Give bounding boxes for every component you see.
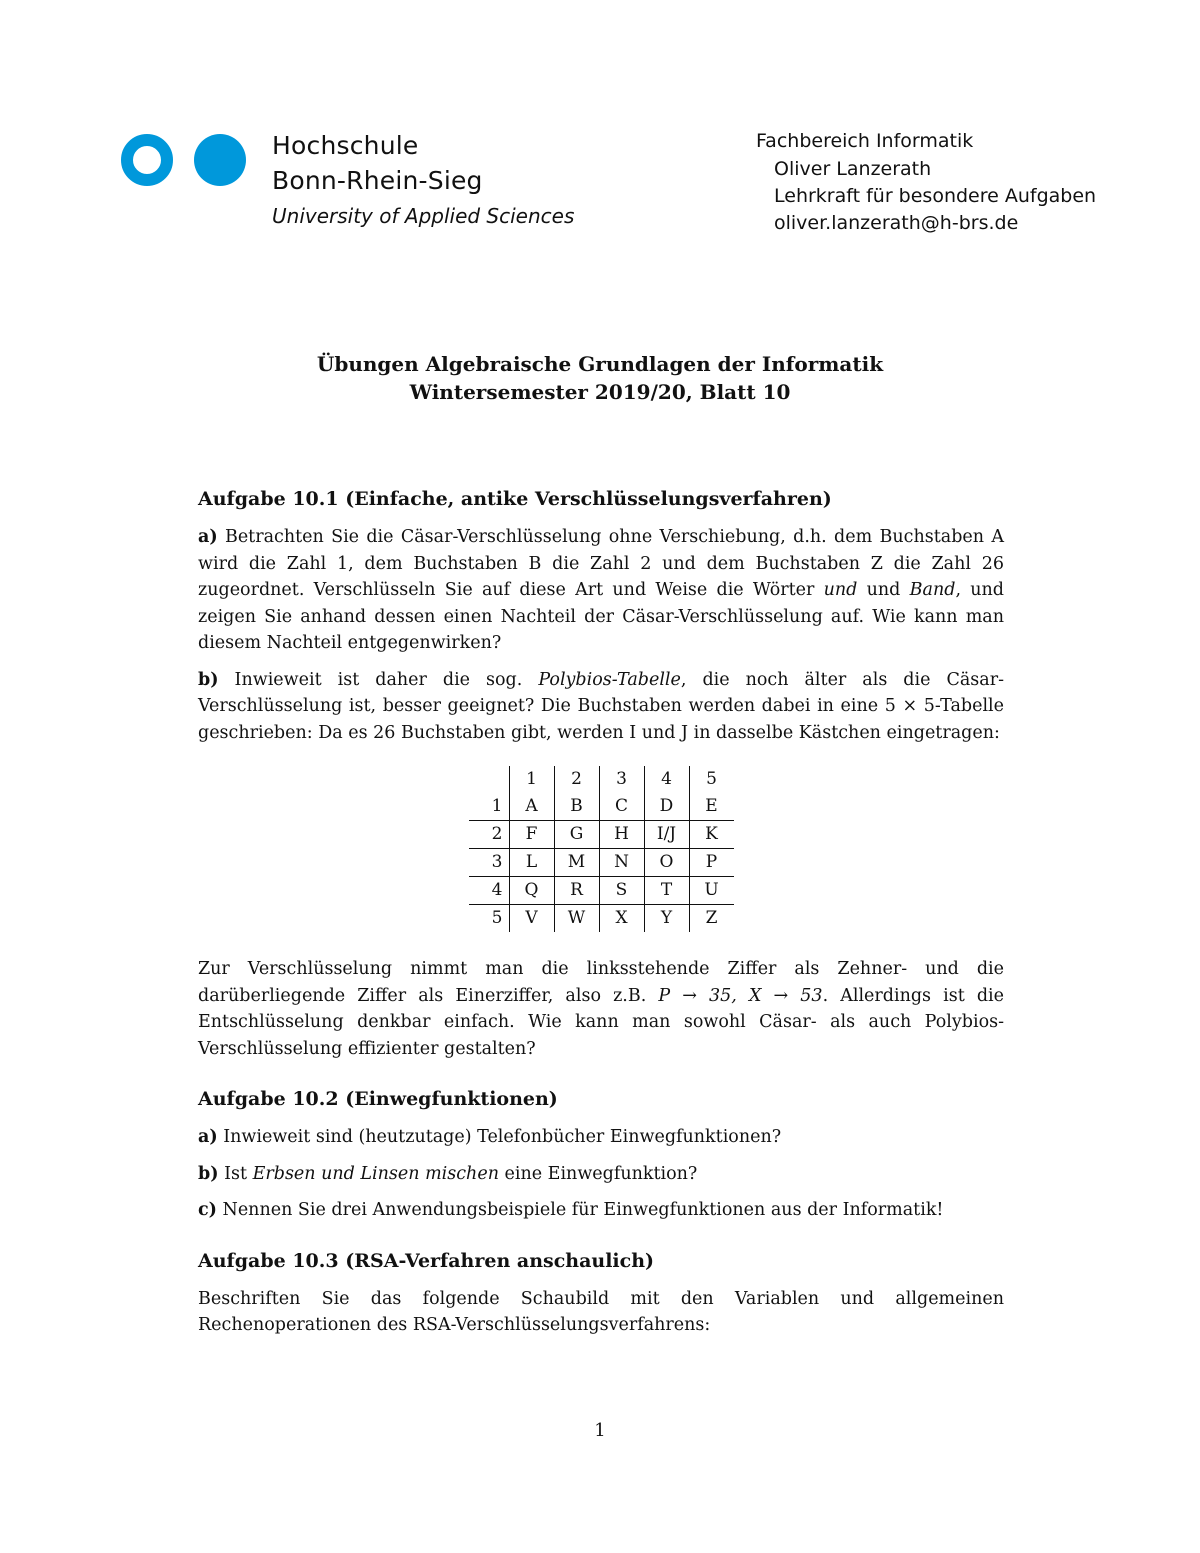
part-text: , und zeigen Sie anhand dessen einen Nachteil der Cäsar-Verschlüsselung auf. Wie kann man diesem Nachteil entgegenwirken? (198, 580, 1004, 653)
table-row (469, 793, 734, 821)
part-text: und (857, 580, 910, 600)
row-header: 5 (491, 908, 503, 929)
part-text: , die noch älter als die Cäsar-Verschlüsselung ist, besser geeignet? Die Buchstaben werden dabei in eine 5 × 5-Tabelle geschrieben: Da es 26 Buchstaben gibt, werden I und J in dasselbe Kästchen eingetragen: (198, 669, 1004, 743)
author-role: Lehrkraft für besondere Aufgaben (774, 185, 1097, 207)
author-email: oliver.lanzerath@h-brs.de (774, 212, 1019, 234)
department-block (756, 126, 1096, 237)
polybios-table-wrap (198, 766, 1004, 932)
table-cell: L (509, 849, 554, 877)
table-cell: D (644, 793, 689, 821)
part-text: Betrachten Sie die Cäsar-Verschlüsselung ohne Verschiebung, d.h. dem Buchstaben A wird die Zahl 1, dem Buchstaben B die Zahl 2 und dem Buchstaben Z die Zahl 26 zugeordnet. Verschlüsseln Sie auf diese Art und Weise die Wörter (198, 527, 1004, 600)
table-cell: S (599, 877, 644, 905)
table-row (469, 821, 734, 849)
task-number: Aufgabe 10.1 (198, 488, 339, 510)
table-cell: T (644, 877, 689, 905)
part-label: a) (198, 1127, 218, 1147)
university-name-line1: Hochschule (272, 131, 419, 160)
document-title (0, 350, 1200, 406)
table-cell: I/J (644, 821, 689, 849)
author-name: Oliver Lanzerath (774, 158, 932, 180)
part-emphasis: Erbsen und Linsen mischen (252, 1163, 499, 1184)
column-header: 2 (554, 766, 599, 793)
exercise-content (198, 484, 1004, 1339)
column-header: 3 (599, 766, 644, 793)
table-cell: C (599, 793, 644, 821)
table-cell: H (599, 821, 644, 849)
paragraph-text: Zur Verschlüsselung nimmt man die linksstehende Ziffer als Zehner- und die darüberliegende Ziffer als Einerziffer, also z.B. (198, 959, 1004, 1006)
part-emphasis: Band (909, 580, 956, 600)
table-row (469, 877, 734, 905)
table-cell: E (689, 793, 734, 821)
polybios-table (469, 766, 734, 932)
table-cell: P (689, 849, 734, 877)
logo-disc (194, 134, 246, 186)
task-title: (Einwegfunktionen) (345, 1088, 558, 1110)
table-cell: B (554, 793, 599, 821)
column-header: 1 (509, 766, 554, 793)
table-cell: Z (689, 905, 734, 933)
row-header: 2 (469, 821, 510, 849)
column-header: 5 (689, 766, 734, 793)
task-title: (RSA-Verfahren anschaulich) (345, 1249, 655, 1272)
task-10-2-part-a (198, 1124, 1004, 1151)
task-10-2-part-b (198, 1161, 1004, 1188)
task-10-1-part-a (198, 524, 1004, 657)
task-heading-10-2 (198, 1084, 1004, 1114)
table-cell: V (509, 905, 554, 933)
row-header: 3 (469, 849, 510, 877)
task-heading-10-3 (198, 1246, 1004, 1276)
university-logo (120, 133, 260, 188)
task-number: Aufgabe 10.3 (198, 1249, 339, 1272)
table-cell: R (554, 877, 599, 905)
table-cell: U (689, 877, 734, 905)
paragraph-text: . Allerdings ist die Entschlüsselung denkbar einfach. Wie kann man sowohl Cäsar- als auch Polybios-Verschlüsselung effizienter gestalten? (198, 985, 1004, 1059)
part-text: Inwieweit sind (heutzutage) Telefonbücher Einwegfunktionen? (223, 1127, 782, 1147)
table-cell: N (599, 849, 644, 877)
table-cell: W (554, 905, 599, 933)
table-row (469, 905, 734, 933)
title-line2: Wintersemester 2019/20, Blatt 10 (409, 380, 791, 404)
math-example: P → 35, X → 53 (658, 985, 823, 1006)
part-text: Ist (224, 1163, 253, 1184)
row-header: 1 (469, 793, 510, 821)
university-name-line2: Bonn-Rhein-Sieg (272, 166, 483, 195)
table-corner (469, 766, 510, 793)
table-cell: A (509, 793, 554, 821)
department-title: Fachbereich Informatik (756, 130, 974, 152)
part-text: eine Einwegfunktion? (498, 1163, 698, 1184)
part-label: b) (198, 1163, 219, 1184)
part-text: Nennen Sie drei Anwendungsbeispiele für Einwegfunktionen aus der Informatik! (222, 1200, 944, 1220)
part-text: Inwieweit ist daher die sog. (234, 669, 539, 690)
task-10-2-part-c (198, 1197, 1004, 1224)
task-10-1-part-b (198, 667, 1004, 747)
table-row (469, 849, 734, 877)
logo-ring (127, 140, 167, 180)
table-cell: M (554, 849, 599, 877)
part-label: c) (198, 1200, 217, 1220)
task-number: Aufgabe 10.2 (198, 1088, 339, 1110)
task-10-3-text: Beschriften Sie das folgende Schaubild mit den Variablen und allgemeinen Rechenoperationen des RSA-Verschlüsselungsverfahrens: (198, 1288, 1004, 1335)
part-label: a) (198, 527, 218, 547)
table-cell: G (554, 821, 599, 849)
table-cell: O (644, 849, 689, 877)
title-line1: Übungen Algebraische Grundlagen der Informatik (316, 352, 884, 376)
part-emphasis: und (823, 580, 858, 600)
table-cell: K (689, 821, 734, 849)
table-cell: Y (644, 905, 689, 933)
task-heading-10-1 (198, 484, 1004, 514)
page-number: 1 (594, 1420, 606, 1441)
task-title: (Einfache, antike Verschlüsselungsverfahren) (345, 488, 832, 510)
row-header: 4 (469, 877, 510, 905)
part-emphasis: Polybios-Tabelle (538, 669, 681, 690)
university-name-block (272, 128, 574, 233)
university-subtitle: University of Applied Sciences (272, 204, 575, 228)
table-cell: X (599, 905, 644, 933)
task-10-1-after-table (198, 956, 1004, 1062)
part-label: b) (198, 669, 219, 690)
column-header: 4 (644, 766, 689, 793)
table-cell: F (509, 821, 554, 849)
table-cell: Q (509, 877, 554, 905)
